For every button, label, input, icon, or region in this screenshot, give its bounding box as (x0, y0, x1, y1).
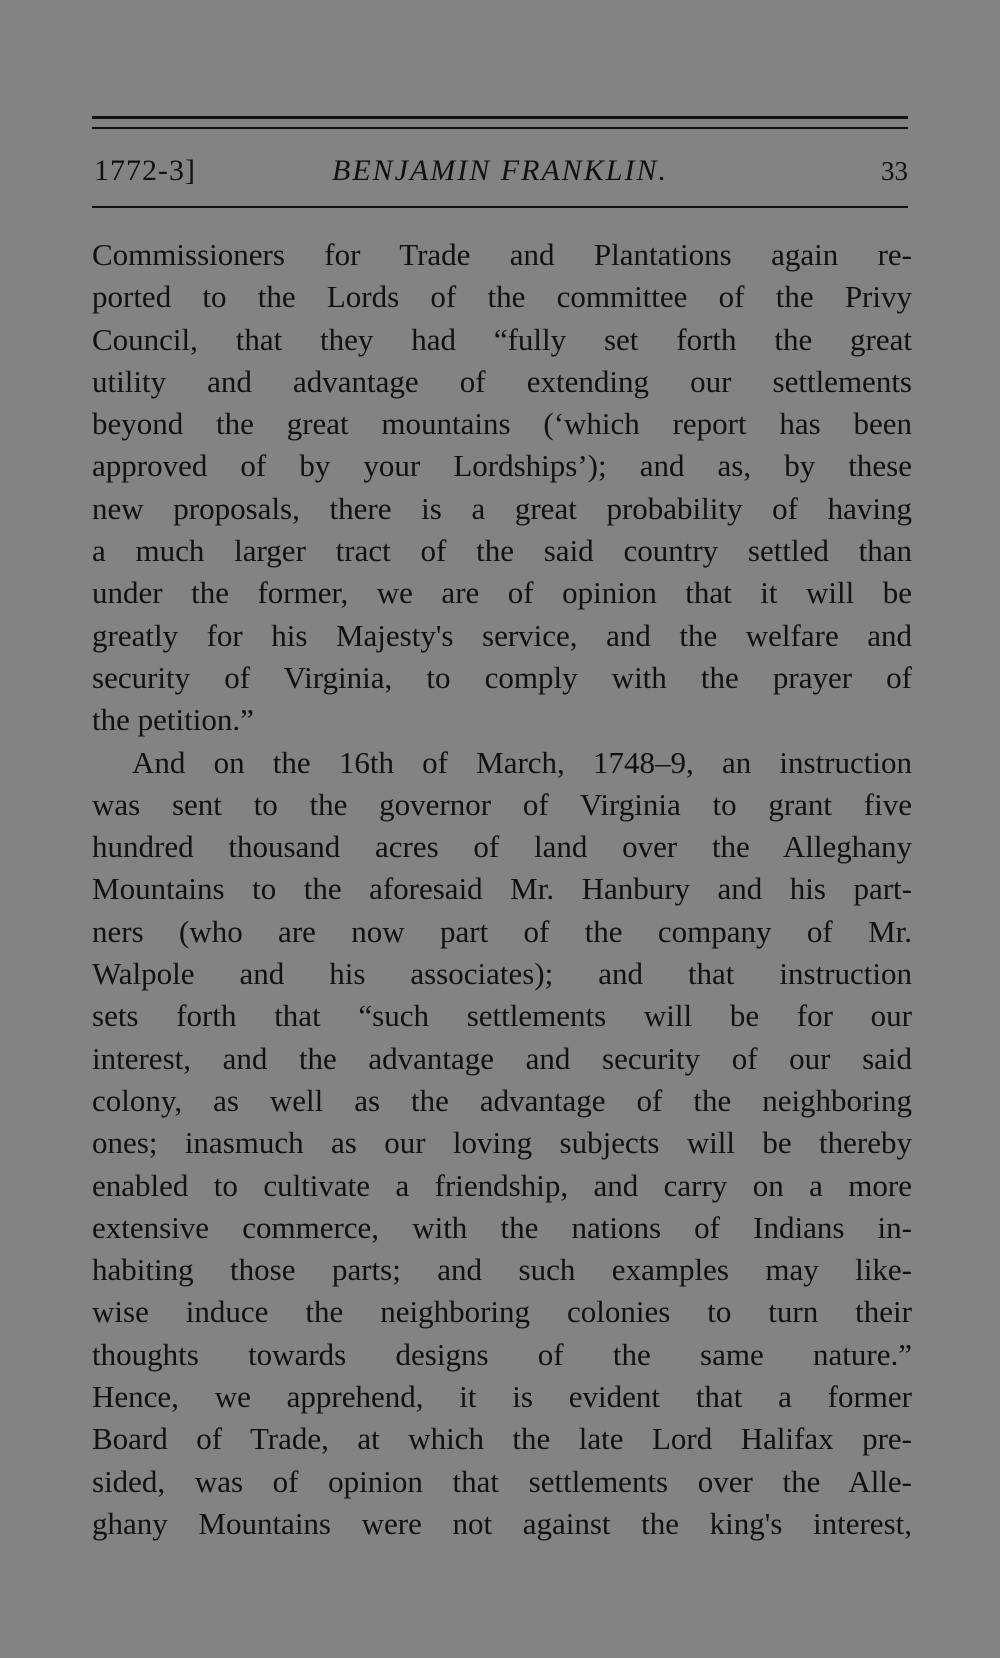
text-line: a much larger tract of the said country settled than (92, 533, 912, 569)
running-head (92, 150, 908, 194)
text-line: security of Virginia, to comply with the prayer of (92, 659, 912, 695)
running-head-date-range: 1772-3] (94, 154, 196, 187)
text-line: new proposals, there is a great probability of having (92, 490, 912, 526)
text-line: hundred thousand acres of land over the Alleghany (92, 829, 912, 865)
header-rule-top (92, 116, 908, 119)
text-line: interest, and the advantage and security of our said (92, 1040, 912, 1076)
text-line: greatly for his Majesty's service, and the welfare and (92, 617, 912, 653)
page-number: 33 (881, 156, 908, 186)
text-line: ners (who are now part of the company of Mr. (92, 913, 912, 949)
header-rule-second (92, 127, 908, 129)
text-line: was sent to the governor of Virginia to grant five (92, 786, 912, 822)
text-line: approved of by your Lordships’); and as, by these (92, 448, 912, 484)
text-line: the petition.” (92, 702, 254, 738)
text-line: ones; inasmuch as our loving subjects will be thereby (92, 1125, 912, 1161)
text-line: ported to the Lords of the committee of the Privy (92, 279, 912, 315)
text-line: under the former, we are of opinion that it will be (92, 575, 912, 611)
text-line: colony, as well as the advantage of the neighboring (92, 1082, 912, 1118)
text-line: utility and advantage of extending our settlements (92, 363, 912, 399)
text-line: Walpole and his associates); and that instruction (92, 956, 912, 992)
header-rule-bottom (92, 206, 908, 208)
text-line: enabled to cultivate a friendship, and carry on a more (92, 1167, 912, 1203)
text-line: Hence, we apprehend, it is evident that a former (92, 1379, 912, 1415)
text-line: Mountains to the aforesaid Mr. Hanbury and his part- (92, 871, 912, 907)
body-text (92, 234, 912, 1545)
text-line: beyond the great mountains (‘which report has been (92, 406, 912, 442)
text-line: thoughts towards designs of the same nature.” (92, 1336, 912, 1372)
text-line: sets forth that “such settlements will be for our (92, 998, 912, 1034)
text-line: extensive commerce, with the nations of Indians in- (92, 1209, 912, 1245)
text-line: Council, that they had “fully set forth the great (92, 321, 912, 357)
text-line: wise induce the neighboring colonies to turn their (92, 1294, 912, 1330)
paragraph-start-line: And on the 16th of March, 1748–9, an instruction (132, 744, 912, 780)
text-line: ghany Mountains were not against the king's interest, (92, 1505, 912, 1541)
running-head-title: BENJAMIN FRANKLIN. (332, 154, 668, 187)
text-line: Board of Trade, at which the late Lord Halifax pre- (92, 1421, 912, 1457)
text-line: Commissioners for Trade and Plantations again re- (92, 237, 912, 272)
text-line: habiting those parts; and such examples may like- (92, 1252, 912, 1288)
text-line: sided, was of opinion that settlements over the Alle- (92, 1463, 912, 1499)
